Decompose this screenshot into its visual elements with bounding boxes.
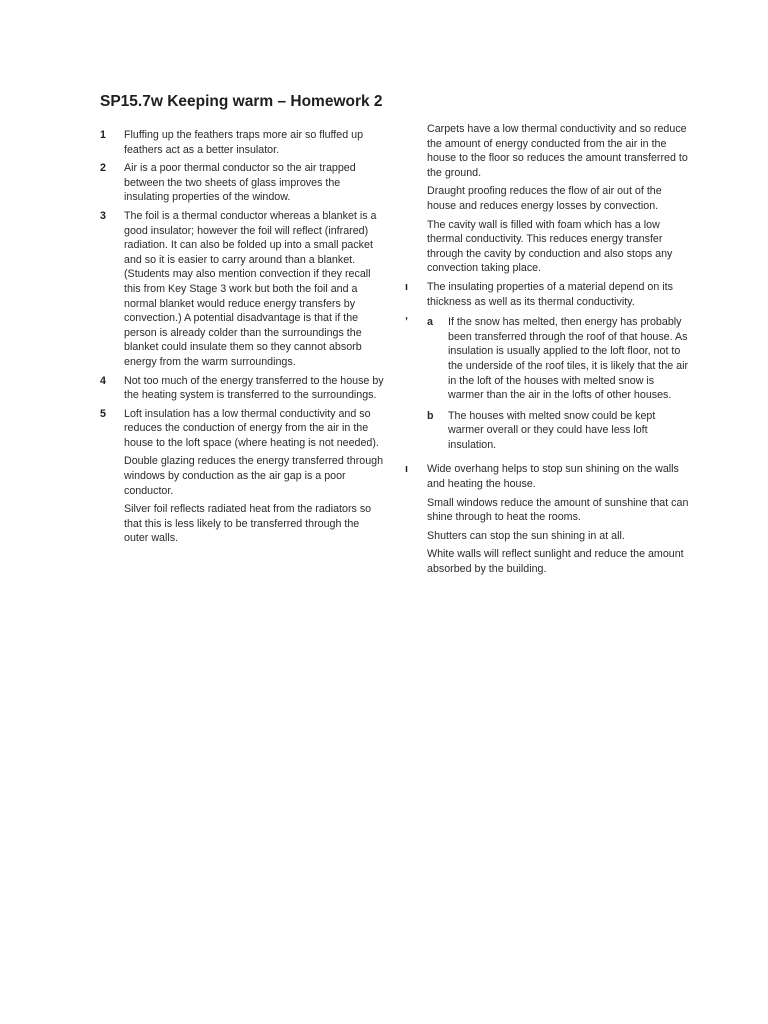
answer-number: 1	[100, 129, 106, 141]
right-column	[405, 122, 690, 581]
answer-number: 5	[100, 407, 106, 420]
answer-6	[405, 280, 690, 309]
answer-text: Shutters can stop the sun shining in at all.	[427, 529, 625, 542]
answer-text: Silver foil reflects radiated heat from the radiators so that this is less likely to be transferred through the outer walls.	[124, 503, 372, 545]
answer-1	[100, 128, 385, 157]
answer-text: The cavity wall is filled with foam which has a low thermal conductivity. This reduces energy transfer through the cavity by conduction and also stops any convection taking place.	[427, 218, 673, 275]
answer-number: ı	[405, 280, 408, 293]
answer-number: 4	[100, 374, 106, 387]
answer-text: The insulating properties of a material depend on its thickness as well as its thermal conductivity.	[427, 280, 673, 308]
answer-number: 2	[100, 162, 106, 175]
left-column	[100, 128, 385, 550]
part-letter: b	[427, 409, 434, 422]
answer-text: Air is a poor thermal conductor so the air trapped between the two sheets of glass improves the insulating properties of the window.	[124, 162, 356, 204]
page-title: SP15.7w Keeping warm – Homework 2	[100, 93, 383, 110]
answer-7	[405, 315, 690, 458]
answer-text: Fluffing up the feathers traps more air so fluffed up feathers act as a better insulator.	[124, 129, 364, 156]
answer-number: 3	[100, 209, 106, 222]
answer-text: Carpets have a low thermal conductivity and so reduce the amount of energy conducted from the air in the house to the floor so reduces the amount transferred to the ground.	[427, 123, 688, 179]
answer-text: Wide overhang helps to stop sun shining on the walls and heating the house.	[427, 463, 679, 491]
answer-text: If the snow has melted, then energy has probably been transferred through the roof of that house. As insulation is usually applied to the loft floor, not to the underside of the roof tiles, it is likely that the air in the loft of the houses with melted snow is warmer than the air in the lofts of other houses.	[448, 316, 688, 402]
answer-text: The houses with melted snow could be kept warmer overall or they could have less loft insulation.	[448, 409, 656, 451]
answer-3	[100, 209, 385, 370]
answer-number: ʼ	[405, 316, 408, 329]
answer-text: Loft insulation has a low thermal conductivity and so reduces the conduction of energy from the air in the house to the loft space (where heating is not needed).	[124, 407, 379, 449]
answer-text: Small windows reduce the amount of sunshine that can shine through to heat the rooms.	[427, 496, 689, 524]
answer-text: White walls will reflect sunlight and reduce the amount absorbed by the building.	[427, 548, 684, 576]
answer-7a	[427, 315, 690, 403]
answer-5	[100, 407, 385, 546]
answer-7b	[427, 409, 690, 453]
answer-2	[100, 161, 385, 205]
answer-4	[100, 374, 385, 403]
answer-text: Double glazing reduces the energy transferred through windows by conduction as the air gap is a poor conductor.	[124, 455, 384, 497]
answer-5-continuation	[427, 122, 690, 276]
part-letter: a	[427, 316, 433, 329]
answer-8	[405, 462, 690, 576]
answer-text: The foil is a thermal conductor whereas a blanket is a good insulator; however the foil will reflect (infrared) radiation. It can also be folded up into a small packet and so it is easier to carry around than a blanket. (Students may also mention convection if they recall this from Key Stage 3 work but both the foil and a normal blanket would reduce energy transfers by convection.) A potential disadvantage is that if the person is already colder than the surroundings the blanket could insulate them so they cannot absorb energy from the warm surroundings.	[124, 209, 377, 368]
answer-number: ı	[405, 463, 408, 476]
answer-text: Not too much of the energy transferred to the house by the heating system is transferred to the surroundings.	[124, 374, 384, 402]
answer-text: Draught proofing reduces the flow of air out of the house and reduces energy losses by convection.	[427, 185, 662, 212]
